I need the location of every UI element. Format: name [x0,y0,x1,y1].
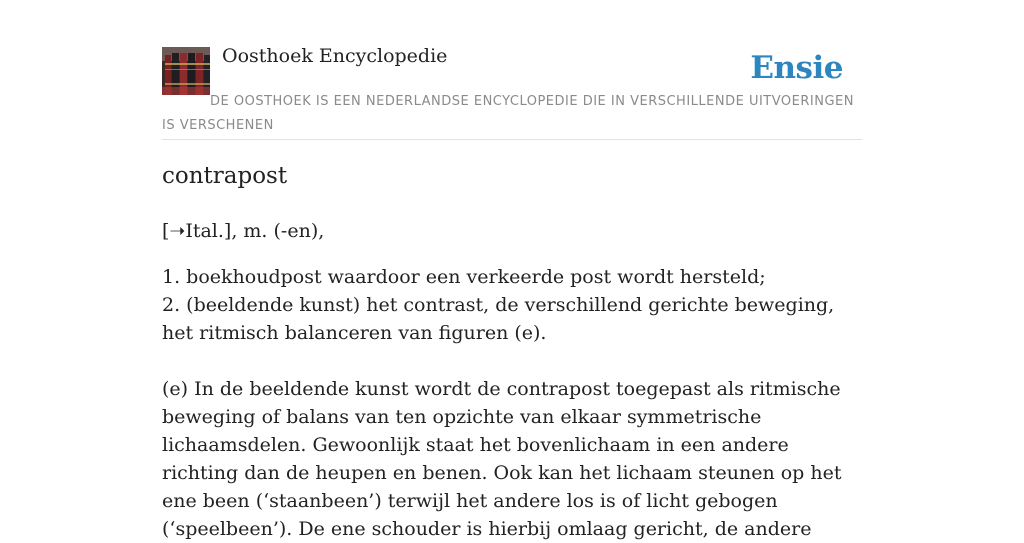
avatar[interactable] [162,47,210,95]
entry-note: (e) In de beeldende kunst wordt de contrapost toegepast als ritmische beweging of balans van ten opzichte van elkaar symmetrische lichaamsdelen. Gewoonlijk staat het bovenlichaam in een andere richting dan de heupen en benen. Ook kan het lichaam steunen op het ene been (‘staanbeen’) terwijl het andere los is of licht gebogen (‘speelbeen’). De ene schouder is hierbij omlaag gericht, de andere [162,378,842,540]
definition-item: 2. (beeldende kunst) het contrast, de verschillend gerichte beweging, het ritmisch balanceren van figuren (e). [162,294,835,344]
entry-definitions [162,263,862,347]
site-title[interactable]: Oosthoek Encyclopedie [222,45,448,67]
entry-etymology: [➝Ital.], m. (-en), [162,220,325,242]
entry-title: contrapost [162,163,288,189]
site-header [162,0,862,140]
definition-item: 1. boekhoudpost waardoor een verkeerde post wordt hersteld; [162,266,766,288]
content-container [162,0,862,540]
site-tagline: DE OOSTHOEK IS EEN NEDERLANDSE ENCYCLOPEDIE DIE IN VERSCHILLENDE UITVOERINGEN IS VERSCHENEN [162,94,854,133]
brand-logo[interactable]: Ensie [750,50,843,86]
book-spines-icon [162,47,210,95]
